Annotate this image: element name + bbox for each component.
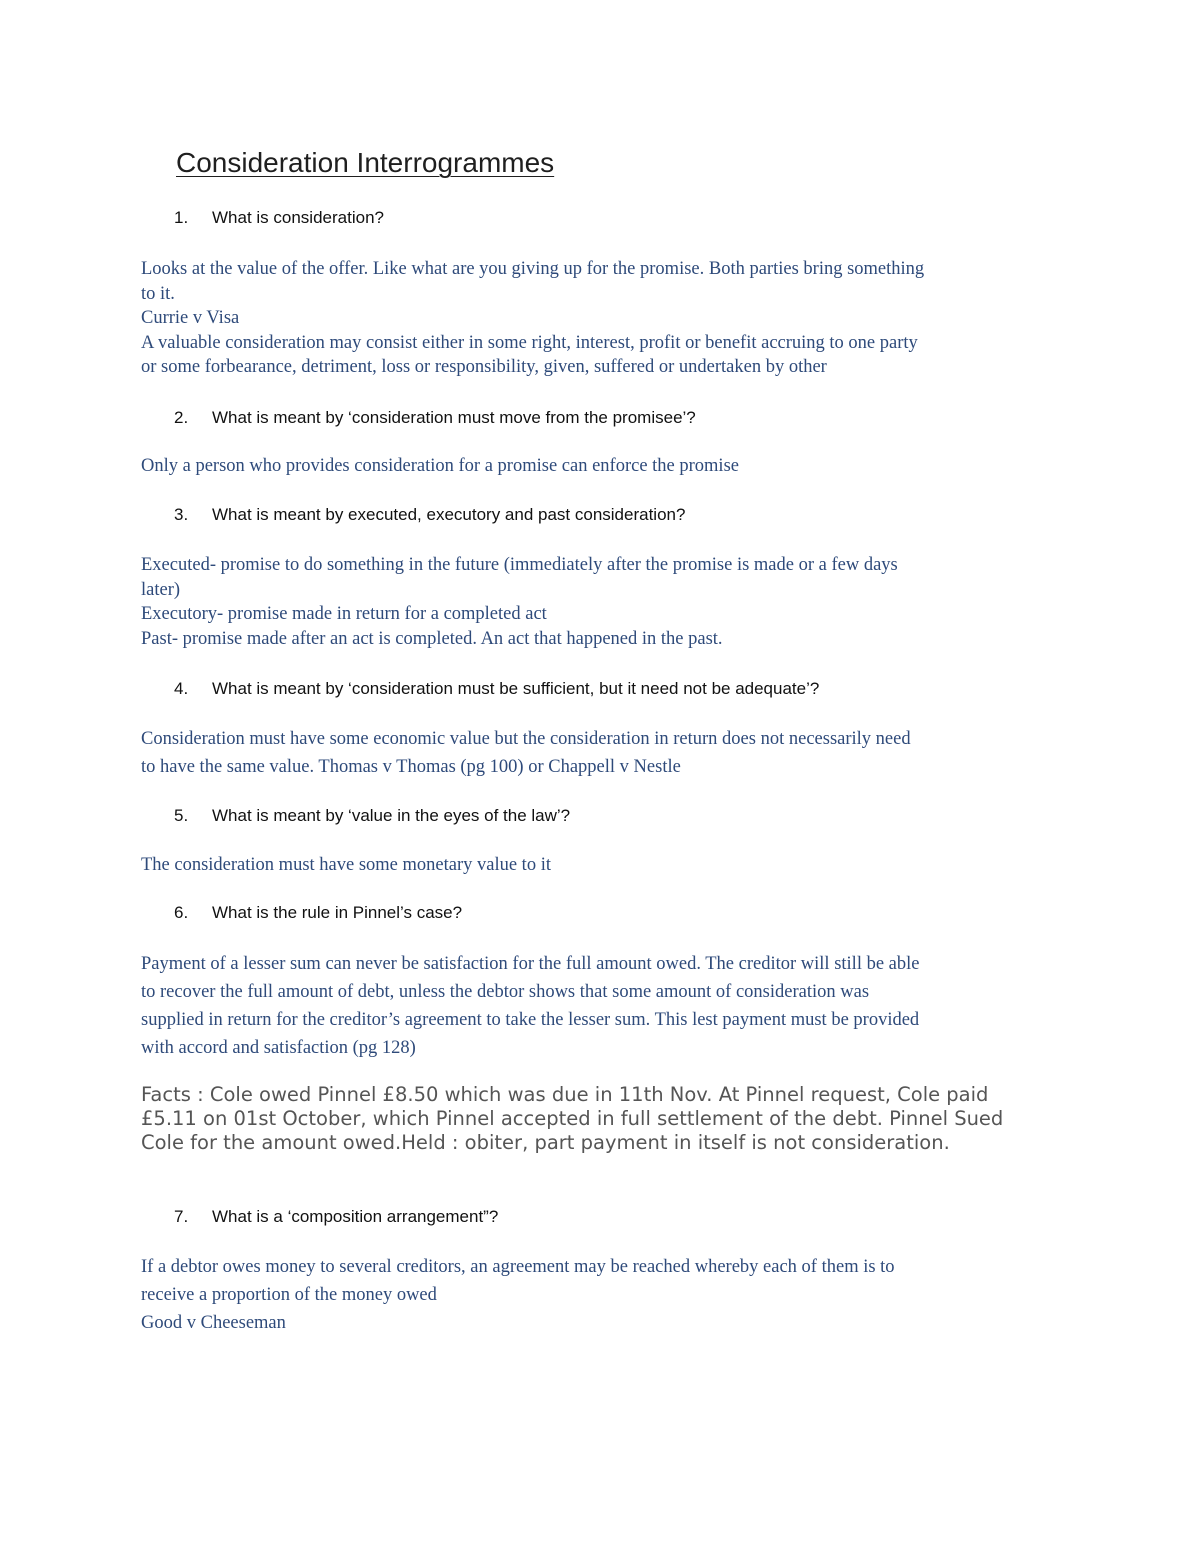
answer-line: If a debtor owes money to several creditors, an agreement may be reached whereby each of them is to [141,1257,895,1277]
answer-line: Executed- promise to do something in the future (immediately after the promise is made or a few days [141,555,898,575]
question-4 [174,679,819,699]
answer-line: Past- promise made after an act is completed. An act that happened in the past. [141,628,723,649]
answer-line: Only a person who provides consideration for a promise can enforce the promise [141,456,739,476]
facts-paragraph [141,1083,1071,1155]
question-6 [174,903,462,923]
question-text: What is meant by ‘consideration must move from the promisee’? [212,408,696,427]
question-text: What is a ‘composition arrangement”? [212,1207,499,1226]
answer-line: Currie v Visa [141,308,240,328]
question-number: 3. [174,505,189,524]
question-number: 1. [174,208,189,227]
question-number: 4. [174,679,189,698]
answer-line: to recover the full amount of debt, unless the debtor shows that some amount of consideration was [141,982,870,1002]
question-text: What is meant by executed, executory and past consideration? [212,505,686,524]
question-2 [174,408,696,428]
facts-line: Facts : Cole owed Pinnel £8.50 which was due in 11th Nov. At Pinnel request, Cole paid [141,1083,989,1106]
answer-line: Looks at the value of the offer. Like what are you giving up for the promise. Both parties bring something [141,259,925,279]
answer-line: Executory- promise made in return for a completed act [141,604,547,624]
answer-1 [141,257,1061,380]
answer-line: to it. [141,283,175,304]
answer-line: The consideration must have some monetary value to it [141,855,551,875]
answer-line: Consideration must have some economic value but the consideration in return does not necessarily need [141,729,911,749]
question-number: 2. [174,408,189,427]
answer-line: Payment of a lesser sum can never be satisfaction for the full amount owed. The creditor will still be able [141,954,920,974]
answer-line: Good v Cheeseman [141,1313,286,1333]
answer-4 [141,725,1061,781]
question-text: What is meant by ‘value in the eyes of the law’? [212,806,571,825]
answer-5 [141,853,1061,878]
question-1 [174,208,384,228]
facts-line: Cole for the amount owed.Held : obiter, part payment in itself is not consideration. [141,1131,950,1154]
question-text: What is meant by ‘consideration must be sufficient, but it need not be adequate’? [212,679,820,698]
answer-7 [141,1253,1061,1337]
answer-3 [141,553,1061,651]
answer-line: receive a proportion of the money owed [141,1285,437,1305]
question-number: 7. [174,1207,189,1226]
question-text: What is the rule in Pinnel’s case? [212,903,463,922]
document-title: Consideration Interrogrammes [176,147,555,178]
answer-line: to have the same value. Thomas v Thomas (pg 100) or Chappell v Nestle [141,757,681,777]
question-5 [174,806,570,826]
question-number: 6. [174,903,189,922]
answer-line: with accord and satisfaction (pg 128) [141,1038,416,1058]
answer-6 [141,950,1061,1062]
question-text: What is consideration? [212,208,384,227]
question-number: 5. [174,806,189,825]
answer-2 [141,454,1061,479]
answer-line: later) [141,579,181,600]
facts-line: £5.11 on 01st October, which Pinnel accepted in full settlement of the debt. Pinnel Sued [141,1107,1004,1130]
answer-line: supplied in return for the creditor’s agreement to take the lesser sum. This lest payment must be provided [141,1010,920,1030]
answer-line: or some forbearance, detriment, loss or responsibility, given, suffered or undertaken by other [141,357,827,377]
question-7 [174,1207,498,1227]
answer-line: A valuable consideration may consist either in some right, interest, profit or benefit accruing to one party [141,332,918,353]
question-3 [174,505,685,525]
